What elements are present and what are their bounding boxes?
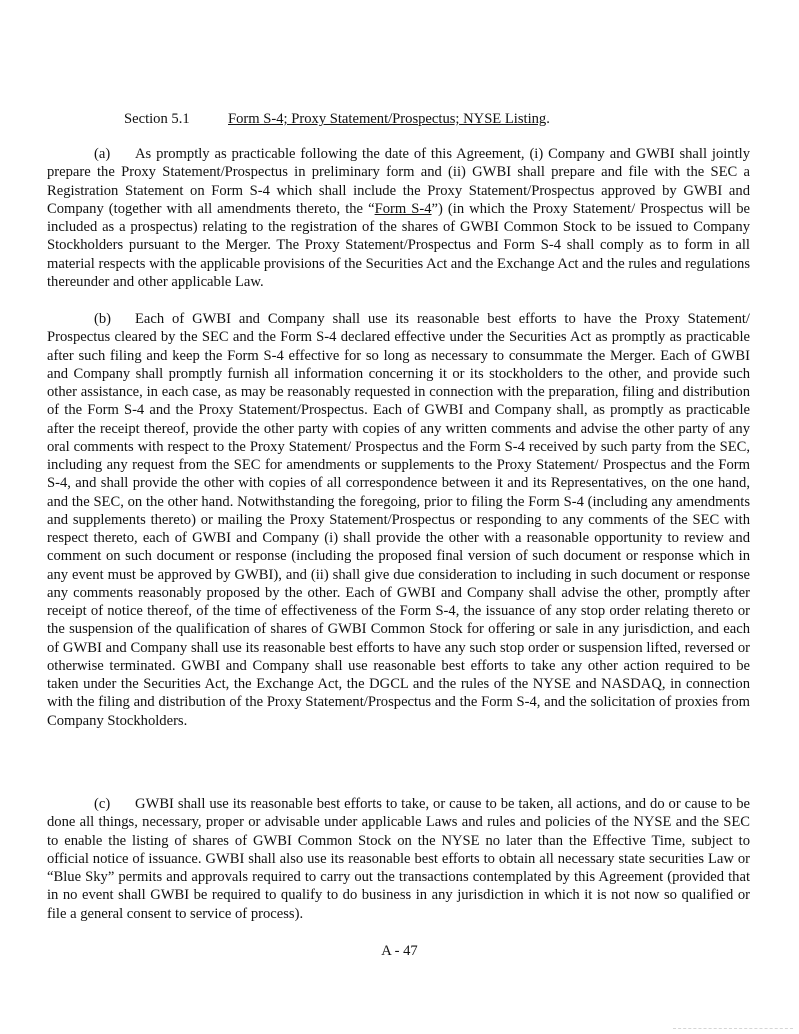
section-number: Section 5.1 (124, 111, 190, 127)
paragraph-b-text: Each of GWBI and Company shall use its reasonable best efforts to have the Proxy Statement/ Prospectus cleared by the SEC and the Form S-4 declared effective under the Securities Act as promptly as practicable after such filing and keep the Form S-4 effective for so long as necessary to consummate the Merger. Each of GWBI and Company shall promptly furnish all information concerning it or its stockholders to the other, and provide such other assistance, in each case, as may be reasonably requested in connection with the preparation, filing and distribution of the Form S-4 and the Proxy Statement/Prospectus. Each of GWBI and Company shall, as promptly as practicable after the receipt thereof, provide the other party with copies of any written comments and advise the other party of any oral comments with respect to the Proxy Statement/ Prospectus and the Form S-4 received by such party from the SEC, including any request from the SEC for amendments or supplements to the Proxy Statement/ Prospectus and the Form S-4, and shall provide the other with copies of all correspondence between it and its Representatives, on the one hand, and the SEC, on the other hand. Notwithstanding the foregoing, prior to filing the Form S-4 (including any amendments and supplements thereto) or mailing the Proxy Statement/Prospectus or responding to any comments of the SEC with respect thereto, each of GWBI and Company (i) shall provide the other with a reasonable opportunity to review and comment on such document or response (including the proposed final version of such document or response which in any event must be approved by GWBI), and (ii) shall give due consideration to including in such document or response any comments reasonably proposed by the other. Each of GWBI and Company shall advise the other, promptly after receipt of notice thereof, of the time of effectiveness of the Form S-4, the issuance of any stop order relating thereto or the suspension of the qualification of shares of GWBI Common Stock for offering or sale in any jurisdiction, and each of GWBI and Company shall use its reasonable best efforts to have any such stop order or suspension lifted, reversed or otherwise terminated. GWBI and Company shall use reasonable best efforts to take any other action required to be taken under the Securities Act, the Exchange Act, the DGCL and the rules of the NYSE and NASDAQ, in connection with the filing and distribution of the Proxy Statement/Prospectus and the Form S-4, and the solicitation of proxies from Company Stockholders. (47, 311, 750, 729)
page-number: A - 47 (381, 943, 418, 959)
paragraph-a-text-part2: ”) (in which the Proxy Statement/ Prospectus will be included as a prospectus) relating to the registration of the shares of GWBI Common Stock to be issued to Company Stockholders pursuant to the Merger. The Proxy Statement/Prospectus and Form S-4 shall comply as to form in all material respects with the applicable provisions of the Securities Act and the Exchange Act and the rules and regulations thereunder and other applicable Law. (47, 200, 750, 290)
paragraph-b (47, 310, 750, 730)
paragraph-a-label: (a) (94, 146, 111, 162)
paragraph-a-text-part1: As promptly as practicable following the date of this Agreement, (i) Company and GWBI shall jointly prepare the Proxy Statement/Prospectus in preliminary form and (ii) GWBI shall prepare and file with the SEC a Registration Statement on Form S-4 which shall include the Proxy Statement/Prospectus approved by GWBI and Company (together with all amendments thereto, the “ (47, 146, 750, 217)
paragraph-a (47, 145, 750, 291)
page-edge-divider (673, 1028, 793, 1032)
section-title: Form S-4; Proxy Statement/Prospectus; NYSE Listing (228, 111, 547, 127)
paragraph-c-text: GWBI shall use its reasonable best efforts to take, or cause to be taken, all actions, and do or cause to be done all things, necessary, proper or advisable under applicable Laws and rules and policies of the NYSE and the SEC to enable the listing of shares of GWBI Common Stock on the NYSE no later than the Effective Time, subject to official notice of issuance. GWBI shall also use its reasonable best efforts to obtain all necessary state securities Law or “Blue Sky” permits and approvals required to carry out the transactions contemplated by this Agreement (provided that in no event shall GWBI be required to qualify to do business in any jurisdiction in which it is not now so qualified or file a general consent to service of process). (47, 796, 750, 922)
defined-term-form-s4: Form S-4 (374, 200, 432, 217)
paragraph-c-label: (c) (94, 796, 111, 812)
section-heading (124, 110, 550, 128)
section-title-period: . (546, 111, 550, 127)
paragraph-b-label: (b) (94, 311, 112, 327)
paragraph-c (47, 795, 750, 923)
